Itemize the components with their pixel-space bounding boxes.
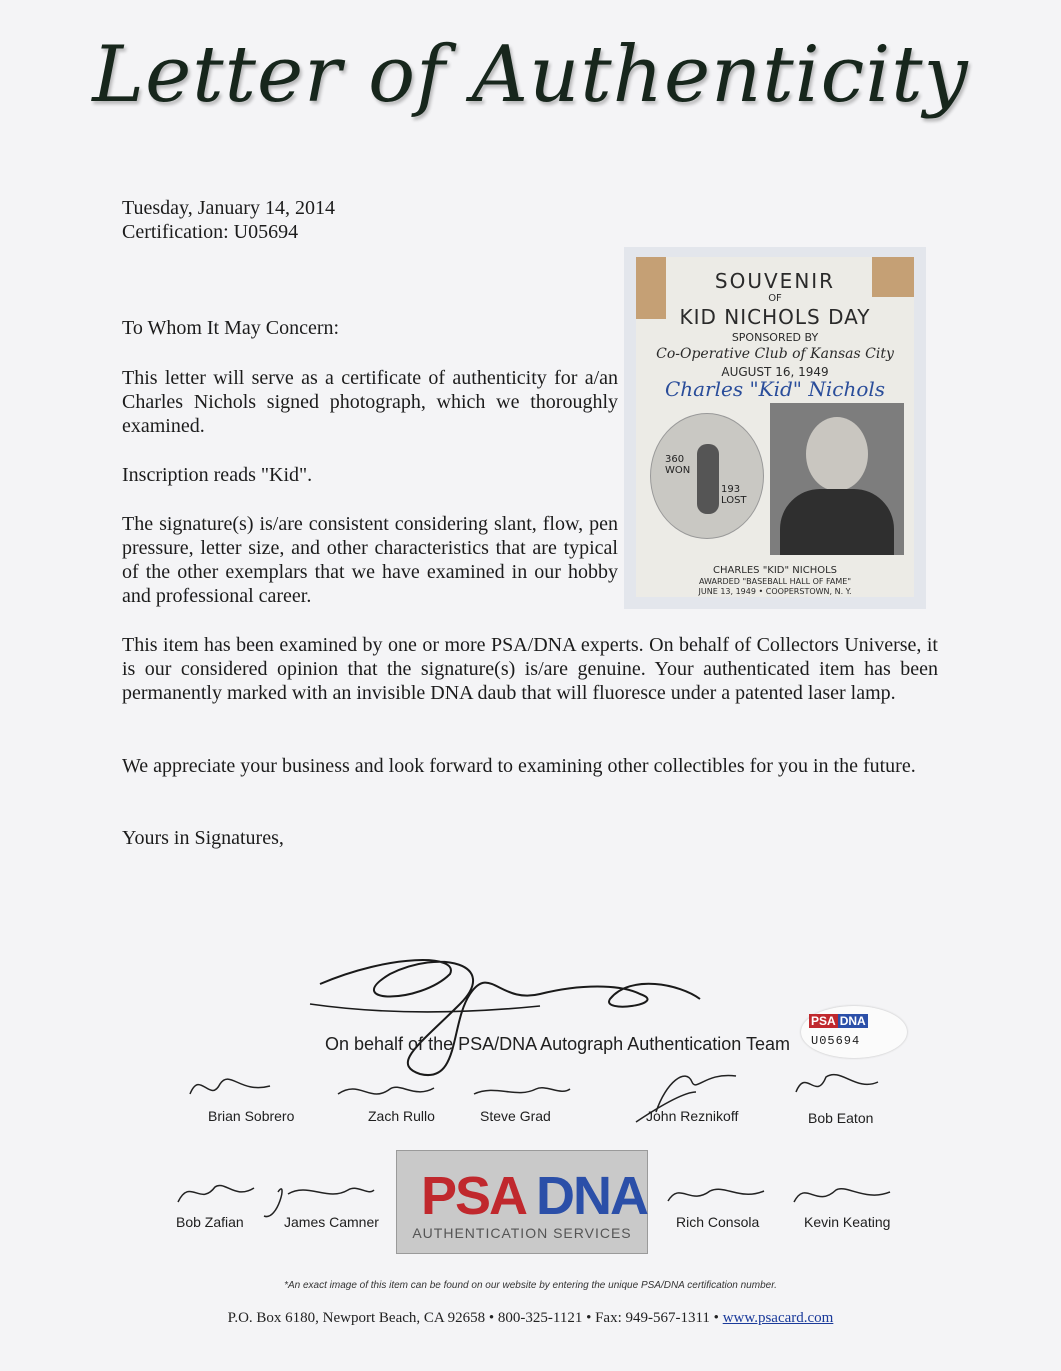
autograph: Charles "Kid" Nichols — [664, 377, 886, 401]
paragraph-certificate: This letter will serve as a certificate of authenticity for a/an Charles Nichols signed photograph, which we thoroughly examined. — [122, 367, 618, 437]
pitcher-illustration — [650, 413, 764, 539]
signer-name-7: James Camner — [284, 1214, 379, 1230]
souvenir-line-3: KID NICHOLS DAY — [679, 305, 871, 329]
signature-bob-eaton — [786, 1062, 886, 1112]
logo-psa: PSA — [421, 1166, 527, 1226]
salutation: To Whom It May Concern: — [122, 317, 340, 339]
caption-1: CHARLES "KID" NICHOLS — [712, 565, 837, 576]
psa-dna-logo — [396, 1150, 648, 1254]
lost-label: 193 LOST — [721, 484, 747, 506]
souvenir-line-2: OF — [768, 293, 782, 304]
souvenir-line-5: Co-Operative Club of Kansas City — [656, 346, 894, 362]
paragraph-consistency: The signature(s) is/are consistent considering slant, flow, pen pressure, letter size, and other characteristics that are typical of the other exemplars that we have examined in our hobby and professional career. — [122, 513, 618, 607]
psa-dna-sticker — [801, 1006, 907, 1058]
paragraph-appreciation: We appreciate your business and look forward to examining other collectibles for you in the future. — [122, 755, 916, 777]
item-photo — [624, 247, 926, 609]
logo-subtitle: AUTHENTICATION SERVICES — [412, 1225, 632, 1241]
signer-name-9: Kevin Keating — [804, 1214, 891, 1230]
caption-3: JUNE 13, 1949 • COOPERSTOWN, N. Y. — [698, 587, 852, 596]
souvenir-card — [636, 257, 914, 597]
footer-address: P.O. Box 6180, Newport Beach, CA 92658 • 800-325-1121 • Fax: 949-567-1311 • — [227, 1310, 723, 1326]
website-note: *An exact image of this item can be found on our website by entering the unique PSA/DNA certification number. — [284, 1280, 777, 1291]
footer-website-link[interactable]: www.psacard.com — [722, 1310, 834, 1326]
signer-name-2: Zach Rullo — [368, 1108, 435, 1124]
letter-title: Letter of Authenticity — [92, 30, 969, 120]
signer-name-3: Steve Grad — [480, 1108, 551, 1124]
signer-name-5: Bob Eaton — [808, 1110, 874, 1126]
signature-bob-zafian — [170, 1172, 260, 1216]
logo-dna: DNA — [536, 1166, 648, 1226]
souvenir-line-4: SPONSORED BY — [731, 331, 819, 344]
pitcher-figure — [697, 444, 719, 514]
portrait-photo — [770, 403, 904, 555]
souvenir-line-6: AUGUST 16, 1949 — [721, 365, 829, 379]
signer-name-8: Rich Consola — [676, 1214, 760, 1230]
paragraph-examined: This item has been examined by one or more PSA/DNA experts. On behalf of Collectors Universe, it is our considered opinion that the signature(s) is/are genuine. Your authenticated item has been permanently marked with an invisible DNA daub that will fluoresce under a patented laser lamp. — [122, 634, 938, 704]
portrait-suit — [780, 489, 894, 555]
signature-brian-sobrero — [180, 1064, 280, 1114]
caption-2: AWARDED "BASEBALL HALL OF FAME" — [698, 577, 851, 586]
closing: Yours in Signatures, — [122, 827, 284, 849]
signer-name-1: Brian Sobrero — [208, 1108, 295, 1124]
team-line: On behalf of the PSA/DNA Autograph Authentication Team — [325, 1034, 790, 1054]
signature-kevin-keating — [786, 1174, 896, 1218]
sticker-psa: PSA — [811, 1014, 836, 1028]
letter-date: Tuesday, January 14, 2014 — [122, 197, 335, 219]
portrait-face — [806, 417, 868, 491]
signature-rich-consola — [660, 1176, 770, 1216]
certification-number: Certification: U05694 — [122, 221, 299, 243]
signer-name-6: Bob Zafian — [176, 1214, 244, 1230]
footer — [0, 1310, 1061, 1327]
signer-name-4: John Reznikoff — [646, 1108, 739, 1124]
won-label: 360 WON — [665, 454, 691, 476]
souvenir-line-1: SOUVENIR — [714, 269, 836, 293]
paragraph-inscription: Inscription reads "Kid". — [122, 464, 313, 486]
sticker-dna: DNA — [839, 1014, 866, 1028]
sticker-code: U05694 — [811, 1034, 861, 1048]
